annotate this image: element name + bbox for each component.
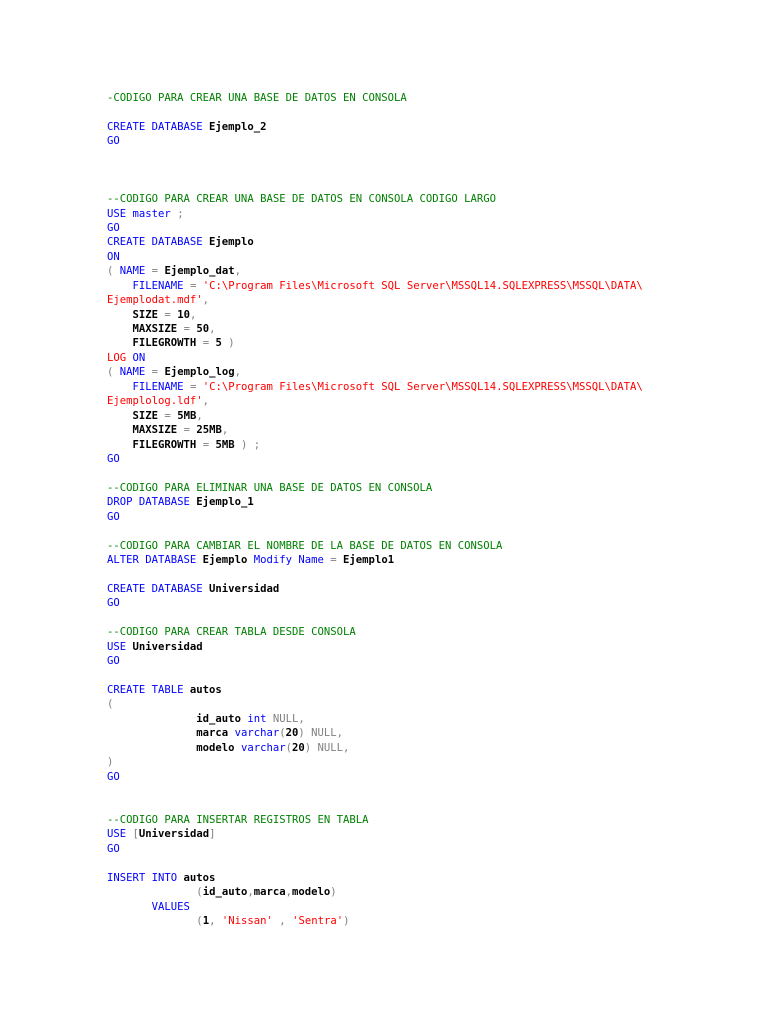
punctuation-token: ) — [330, 886, 337, 899]
identifier-token: Universidad — [138, 828, 210, 841]
comment-token: --CODIGO PARA CREAR TABLA DESDE CONSOLA — [107, 626, 356, 639]
keyword-token: GO — [107, 510, 120, 523]
keyword-token: NAME — [119, 265, 146, 278]
comment-token: --CODIGO PARA ELIMINAR UNA BASE DE DATOS EN CONSOLA — [107, 481, 433, 494]
keyword-token: USE — [107, 207, 127, 220]
whitespace-token — [107, 424, 133, 436]
whitespace-token — [107, 713, 196, 725]
keyword-token: NAME — [119, 366, 146, 379]
whitespace-token — [107, 886, 196, 898]
code-line — [107, 336, 643, 350]
identifier-token: marca — [196, 727, 235, 740]
identifier-token: Ejemplo — [202, 236, 254, 249]
identifier-token: 50 — [189, 323, 210, 335]
code-line — [107, 640, 643, 654]
code-line — [107, 871, 643, 885]
identifier-token: Ejemplo_dat — [158, 265, 235, 278]
punctuation-token: , — [234, 366, 241, 379]
punctuation-token: ) — [343, 914, 350, 927]
code-line — [107, 207, 643, 221]
code-line — [107, 380, 643, 394]
code-line — [107, 394, 643, 408]
whitespace-token — [107, 323, 133, 335]
whitespace-token — [107, 901, 152, 913]
code-line — [107, 726, 643, 740]
punctuation-token: ( — [285, 741, 292, 754]
keyword-token: GO — [107, 221, 120, 234]
code-line — [107, 813, 643, 827]
identifier-token: 1 — [202, 914, 210, 927]
whitespace-token — [107, 381, 133, 393]
whitespace-token — [107, 742, 196, 754]
punctuation-token: = — [183, 323, 190, 335]
keyword-token: FILENAME — [132, 279, 184, 292]
code-line — [107, 423, 643, 437]
whitespace-token — [107, 410, 133, 422]
code-line — [107, 567, 643, 581]
identifier-token: 10 — [170, 308, 190, 321]
keyword-token: CREATE TABLE — [107, 683, 184, 696]
keyword-token: Modify — [253, 554, 292, 566]
string-token: 'C:\Program Files\Microsoft SQL Server\MSSQL14.SQLEXPRESS\MSSQL\DATA\ — [202, 279, 643, 292]
punctuation-token: , — [221, 424, 229, 437]
code-line — [107, 279, 643, 293]
code-line — [107, 409, 643, 423]
identifier-token: FILEGROWTH — [132, 337, 197, 350]
identifier-token: 5 — [209, 337, 222, 350]
code-line — [107, 322, 643, 336]
string-token: 'C:\Program Files\Microsoft SQL Server\MSSQL14.SQLEXPRESS\MSSQL\DATA\ — [202, 380, 643, 393]
code-line — [107, 481, 643, 495]
punctuation-token: ) — [304, 741, 312, 754]
identifier-token: Ejemplo_2 — [202, 120, 267, 133]
keyword-token: GO — [107, 655, 120, 668]
identifier-token: SIZE — [132, 308, 159, 321]
code-line — [107, 192, 643, 206]
punctuation-token: , — [279, 914, 286, 927]
code-line — [107, 149, 643, 163]
identifier-token: id_auto — [202, 886, 248, 899]
punctuation-token: ( — [279, 727, 286, 740]
code-line — [107, 827, 643, 841]
punctuation-token: , — [209, 914, 216, 927]
punctuation-token: ] — [209, 828, 216, 841]
identifier-token: Universidad — [126, 640, 203, 653]
punctuation-token: = — [330, 554, 337, 566]
punctuation-token: ) — [298, 727, 305, 740]
identifier-token: Universidad — [202, 582, 280, 595]
keyword-token: ON — [132, 351, 146, 364]
code-line — [107, 596, 643, 610]
punctuation-token: , — [189, 308, 197, 321]
code-line — [107, 365, 643, 379]
identifier-token: modelo — [292, 886, 331, 899]
punctuation-token: ( — [107, 366, 120, 379]
identifier-token: 5MB — [209, 438, 235, 451]
punctuation-token: = — [164, 308, 171, 321]
punctuation-token: NULL, — [311, 727, 344, 740]
keyword-token: CREATE DATABASE — [107, 120, 203, 133]
keyword-token: GO — [107, 452, 120, 465]
identifier-token: modelo — [196, 741, 241, 754]
punctuation-token: , — [247, 886, 254, 899]
code-line — [107, 784, 643, 798]
code-line — [107, 755, 643, 769]
code-line — [107, 798, 643, 812]
string-token: Ejemplolog.ldf' — [107, 395, 203, 408]
code-line — [107, 842, 643, 856]
punctuation-token: ( — [196, 914, 203, 927]
punctuation-token: , — [285, 886, 293, 899]
identifier-token: autos — [183, 683, 222, 696]
keyword-token: GO — [107, 770, 120, 783]
code-line — [107, 510, 643, 524]
code-line — [107, 134, 643, 148]
code-line — [107, 712, 643, 726]
code-line — [107, 770, 643, 784]
code-line — [107, 654, 643, 668]
code-line — [107, 697, 643, 711]
identifier-token: Ejemplo — [196, 554, 254, 566]
keyword-token: int — [247, 712, 267, 725]
punctuation-token: [ — [132, 828, 139, 841]
punctuation-token: = — [151, 366, 159, 379]
keyword-token: Name — [298, 554, 324, 566]
code-line — [107, 625, 643, 639]
identifier-token: Ejemplo1 — [336, 554, 395, 566]
keyword-token: VALUES — [151, 900, 190, 913]
identifier-token: autos — [177, 871, 216, 884]
punctuation-token: = — [183, 424, 190, 437]
code-line — [107, 105, 643, 119]
punctuation-token: ( — [107, 265, 120, 278]
whitespace-token — [107, 309, 133, 321]
punctuation-token: = — [151, 265, 159, 278]
code-line — [107, 900, 643, 914]
punctuation-token: NULL, — [272, 712, 305, 725]
code-line — [107, 235, 643, 249]
code-line — [107, 553, 643, 567]
code-line — [107, 885, 643, 899]
code-line — [107, 438, 643, 452]
comment-token: --CODIGO PARA CREAR UNA BASE DE DATOS EN CONSOLA CODIGO LARGO — [107, 193, 497, 206]
punctuation-token: , — [202, 294, 210, 307]
code-line — [107, 582, 643, 596]
code-line — [107, 466, 643, 480]
identifier-token: MAXSIZE — [132, 424, 178, 437]
punctuation-token: , — [196, 409, 203, 422]
punctuation-token: , — [234, 265, 241, 278]
code-line — [107, 524, 643, 538]
code-line — [107, 308, 643, 322]
punctuation-token: ) — [228, 337, 235, 350]
code-line — [107, 495, 643, 509]
whitespace-token — [107, 280, 133, 292]
code-line — [107, 611, 643, 625]
keyword-token: varchar — [234, 727, 280, 740]
code-line — [107, 91, 643, 105]
string-token: 'Sentra' — [292, 914, 344, 927]
punctuation-token: ( — [196, 886, 203, 899]
keyword-token: CREATE DATABASE — [107, 236, 203, 249]
punctuation-token: ) — [107, 756, 114, 769]
code-line — [107, 539, 643, 553]
identifier-token: 25MB — [189, 424, 222, 437]
keyword-token: DROP DATABASE — [107, 496, 190, 509]
string-token: LOG — [107, 351, 127, 364]
code-line — [107, 914, 643, 928]
punctuation-token: ) ; — [240, 438, 261, 451]
code-line — [107, 669, 643, 683]
code-line — [107, 178, 643, 192]
punctuation-token: = — [189, 279, 197, 292]
keyword-token: GO — [107, 597, 120, 610]
identifier-token: SIZE — [132, 409, 159, 422]
identifier-token: MAXSIZE — [132, 323, 178, 335]
keyword-token: varchar — [240, 741, 286, 754]
whitespace-token — [107, 727, 196, 739]
punctuation-token: = — [189, 380, 197, 393]
identifier-token: 20 — [292, 741, 305, 754]
sql-code-block — [107, 91, 643, 928]
code-line — [107, 120, 643, 134]
keyword-token: ON — [107, 250, 120, 263]
code-line — [107, 250, 643, 264]
punctuation-token: = — [164, 409, 171, 422]
whitespace-token — [107, 439, 133, 451]
comment-token: --CODIGO PARA INSERTAR REGISTROS EN TABLA — [107, 813, 369, 826]
string-token: Ejemplodat.mdf' — [107, 294, 203, 307]
keyword-token: ALTER DATABASE — [107, 554, 197, 566]
punctuation-token: ; — [177, 207, 184, 220]
identifier-token: marca — [253, 886, 286, 899]
keyword-token: CREATE DATABASE — [107, 582, 203, 595]
code-line — [107, 293, 643, 307]
keyword-token: GO — [107, 135, 120, 148]
code-line — [107, 221, 643, 235]
punctuation-token: , — [202, 395, 210, 408]
keyword-token: FILENAME — [132, 380, 184, 393]
string-token: 'Nissan' — [221, 914, 273, 927]
identifier-token: FILEGROWTH — [132, 438, 197, 451]
identifier-token: 20 — [285, 727, 299, 740]
punctuation-token: ( — [107, 698, 114, 711]
code-line — [107, 741, 643, 755]
comment-token: -CODIGO PARA CREAR UNA BASE DE DATOS EN CONSOLA — [107, 92, 407, 104]
identifier-token: id_auto — [196, 712, 248, 725]
code-line — [107, 452, 643, 466]
code-line — [107, 856, 643, 870]
identifier-token: Ejemplo_1 — [189, 496, 254, 509]
keyword-token: USE — [107, 828, 127, 841]
keyword-token: master — [132, 207, 171, 220]
code-line — [107, 163, 643, 177]
identifier-token: 5MB — [170, 409, 197, 422]
punctuation-token: = — [202, 337, 210, 350]
code-line — [107, 351, 643, 365]
whitespace-token — [107, 915, 196, 927]
comment-token: --CODIGO PARA CAMBIAR EL NOMBRE DE LA BASE DE DATOS EN CONSOLA — [107, 539, 503, 552]
whitespace-token — [107, 337, 133, 349]
punctuation-token: = — [202, 438, 210, 451]
keyword-token: INSERT INTO — [107, 871, 178, 884]
punctuation-token: , — [209, 323, 216, 335]
identifier-token: Ejemplo_log — [158, 366, 235, 379]
keyword-token: USE — [107, 640, 127, 653]
code-line — [107, 264, 643, 278]
punctuation-token: NULL, — [317, 741, 350, 754]
code-line — [107, 683, 643, 697]
keyword-token: GO — [107, 842, 120, 855]
